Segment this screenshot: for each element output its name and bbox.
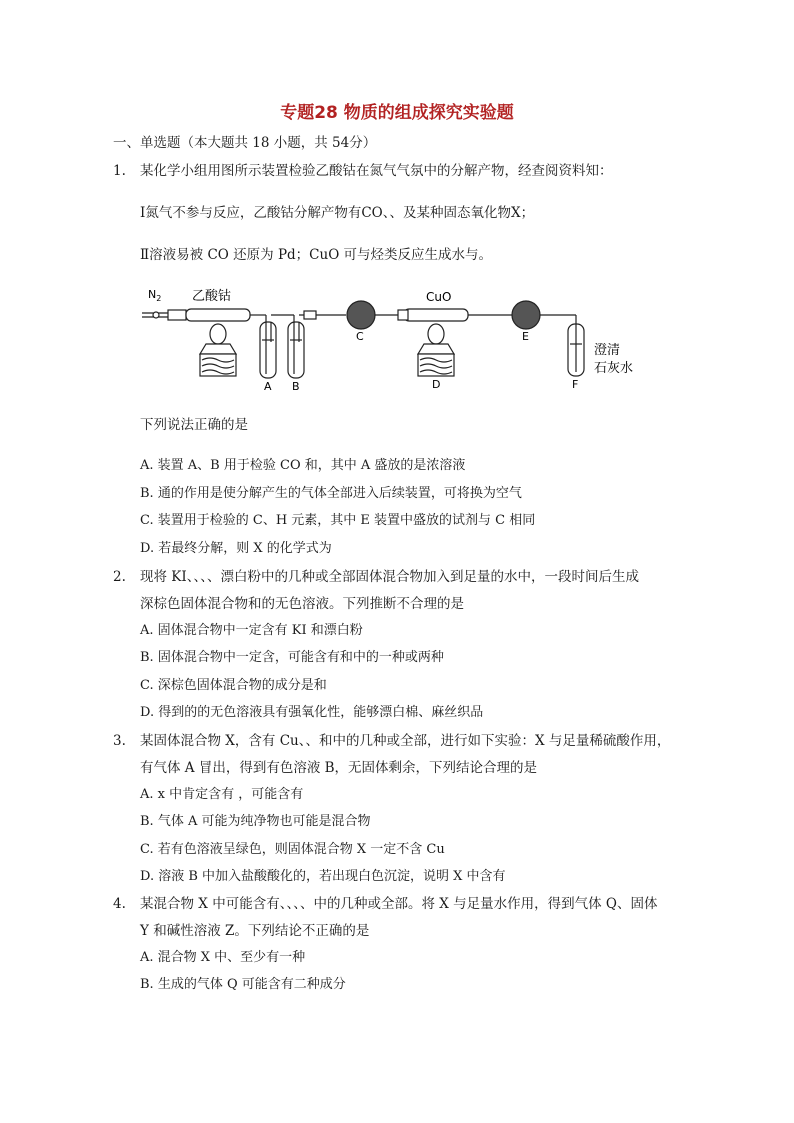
option-a: A. 装置 A、B 用于检验 CO 和，其中 A 盛放的是浓溶液 [140, 458, 466, 473]
page-title: 专题28 物质的组成探究实验题 [280, 103, 514, 123]
option-a: A. 混合物 X 中、至少有一种 [140, 950, 306, 965]
option-b: B. 固体混合物中一定含，可能含有和中的一种或两种 [140, 650, 444, 665]
n2-label: $N_2$ [148, 288, 162, 303]
question-number: 1. [113, 163, 126, 179]
label-d: D [432, 378, 441, 391]
question-stem: 现将 KI、、、、漂白粉中的几种或全部固体混合物加入到足量的水中，一段时间后生成 [140, 569, 639, 585]
option-a: A. x 中肯定含有 ，可能含有 [140, 787, 304, 802]
option-d: D. 若最终分解，则 X 的化学式为 [140, 541, 332, 556]
option-b: B. 生成的气体 Q 可能含有二种成分 [140, 977, 346, 992]
apparatus-diagram [138, 282, 658, 394]
question-prompt: 下列说法正确的是 [140, 417, 248, 433]
label-a: A [264, 380, 272, 393]
label-b: B [292, 380, 300, 393]
limewater-label-2: 石灰水 [594, 361, 634, 376]
option-c: C. 若有色溶液呈绿色，则固体混合物 X 一定不含 Cu [140, 842, 445, 857]
question-number: 4. [113, 896, 126, 912]
option-c: C. 深棕色固体混合物的成分是和 [140, 678, 327, 693]
question-stem: 某混合物 X 中可能含有、、、、中的几种或全部。将 X 与足量水作用，得到气体 Q、固体 [140, 896, 658, 912]
cobalt-acetate-label: 乙酸钴 [192, 289, 232, 304]
question-stem: 有气体 A 冒出，得到有色溶液 B，无固体剩余，下列结论合理的是 [140, 760, 538, 776]
question-note: Ⅰ氮气不参与反应，乙酸钴分解产物有CO、、及某种固态氧化物X； [140, 205, 535, 221]
label-e: E [522, 330, 529, 343]
question-stem: 某化学小组用图所示装置检验乙酸钴在氮气气氛中的分解产物，经查阅资料知： [140, 163, 613, 179]
label-f: F [572, 378, 579, 391]
section-heading: 一、单选题（本大题共 18 小题，共 54分） [113, 135, 377, 151]
option-c: C. 装置用于检验的 C、H 元素，其中 E 装置中盛放的试剂与 C 相同 [140, 513, 536, 528]
cuo-label: CuO [426, 290, 452, 304]
question-stem: 某固体混合物 X，含有 Cu、、和中的几种或全部，进行如下实验：X 与足量稀硫酸作用， [140, 733, 671, 749]
question-stem: Y 和碱性溶液 Z。下列结论不正确的是 [140, 923, 370, 939]
label-c: C [356, 330, 364, 343]
question-stem: 深棕色固体混合物和的无色溶液。下列推断不合理的是 [140, 596, 464, 612]
question-note: Ⅱ溶液易被 CO 还原为 Pd；CuO 可与烃类反应生成水与。 [140, 247, 493, 263]
option-b: B. 气体 A 可能为纯净物也可能是混合物 [140, 814, 371, 829]
option-d: D. 得到的的无色溶液具有强氧化性，能够漂白棉、麻丝织品 [140, 705, 484, 720]
limewater-label-1: 澄清 [594, 343, 621, 358]
option-a: A. 固体混合物中一定含有 KI 和漂白粉 [140, 623, 363, 638]
question-number: 3. [113, 733, 126, 749]
question-number: 2. [113, 569, 126, 585]
option-d: D. 溶液 B 中加入盐酸酸化的，若出现白色沉淀，说明 X 中含有 [140, 869, 506, 884]
option-b: B. 通的作用是使分解产生的气体全部进入后续装置，可将换为空气 [140, 486, 522, 501]
